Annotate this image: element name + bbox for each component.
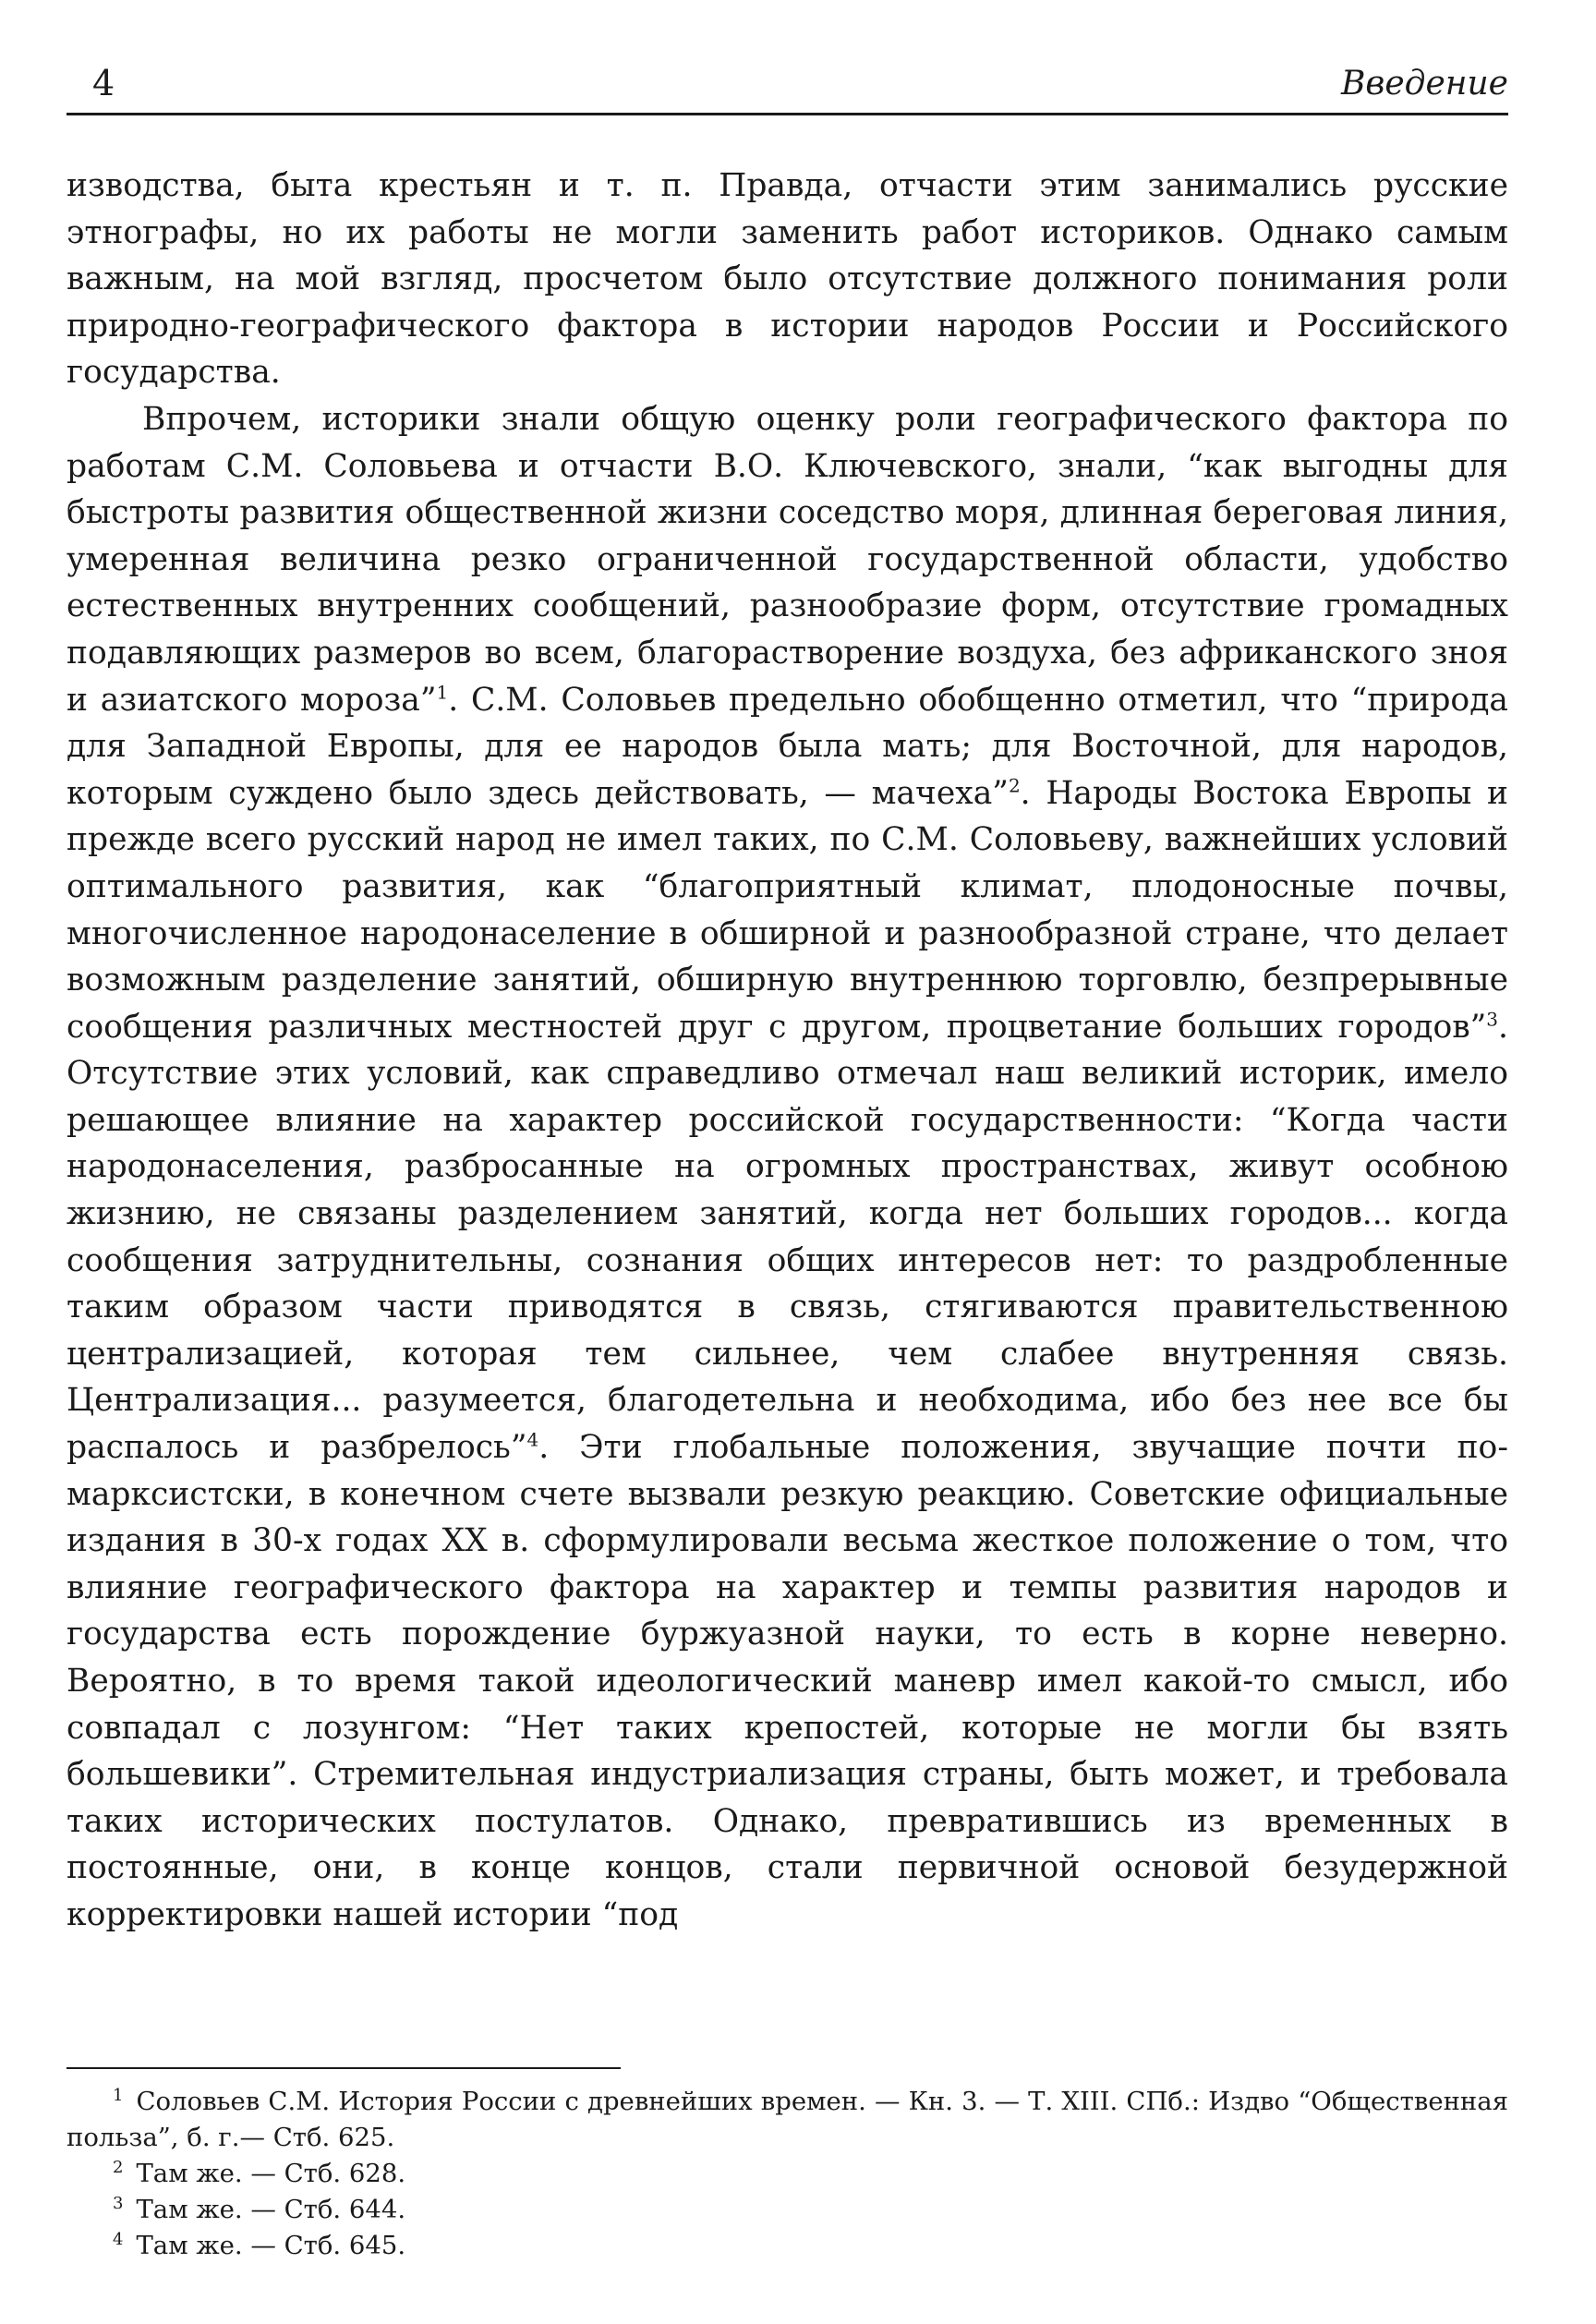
page-number: 4 bbox=[92, 63, 115, 103]
running-title: Введение bbox=[1340, 65, 1508, 103]
footnote-ref-3: 3 bbox=[1486, 1008, 1499, 1031]
body-text bbox=[66, 163, 1508, 1939]
footnote-ref-1: 1 bbox=[436, 681, 449, 704]
footnote-text: Соловьев С.М. История России с древнейших времен. — Кн. 3. — Т. XIII. СПб.: Издво “Общественная польза”, б. г.— Стб. 625. bbox=[66, 2087, 1508, 2152]
footnote-rule bbox=[66, 2067, 621, 2069]
footnote-ref-2: 2 bbox=[1008, 774, 1021, 797]
text-run: Впрочем, историки знали общую оценку роли географического фактора по работам С.М. Соловьева и отчасти В.О. Ключевского, знали, “как выгодны для быстроты развития общественной жизни соседство моря, длинная береговая линия, умеренная величина резко ограниченной государственной области, удобство естественных внутренних сообщений, разнообразие форм, отсутствие громадных подавляющих размеров во всем, благорастворение воздуха, без африканского зноя и азиатского мороза” bbox=[66, 400, 1508, 719]
footnote-mark: 3 bbox=[113, 2193, 124, 2213]
footnote-mark: 2 bbox=[113, 2157, 124, 2177]
footnote-mark: 4 bbox=[113, 2229, 124, 2249]
footnote-ref-4: 4 bbox=[526, 1428, 539, 1451]
footnote-1 bbox=[66, 2084, 1508, 2156]
footnote-mark: 1 bbox=[113, 2085, 124, 2105]
text-run: . Эти глобальные положения, звучащие почти по-марксистски, в конечном счете вызвали резкую реакцию. Советские официальные издания в 30-х годах XX в. сформулировали весьма жесткое положение о том, что влияние географического фактора на характер и темпы развития народов и государства есть порождение буржуазной науки, то есть в корне неверно. Вероятно, в то время такой идеологический маневр имел какой-то смысл, ибо совпадал с лозунгом: “Нет таких крепостей, которые не могли бы взять большевики”. Стремительная индустриализация страны, быть может, и требовала таких исторических постулатов. Однако, превратившись из временных в постоянные, они, в конце концов, стали первичной основой безудержной корректировки нашей истории “под bbox=[66, 1429, 1508, 1933]
footnote-3 bbox=[66, 2192, 1508, 2228]
text-run: . Народы Востока Европы и прежде всего русский народ не имел таких, по С.М. Соловьеву, важнейших условий оптимального развития, как “благоприятный климат, плодоносные почвы, многочисленное народонаселение в обширной и разнообразной стране, что делает возможным разделение занятий, обширную внутреннюю торговлю, безпрерывные сообщения различных местностей друг с другом, процветание больших городов” bbox=[66, 774, 1508, 1046]
header-rule bbox=[66, 113, 1508, 115]
page-header bbox=[66, 63, 1508, 113]
footnotes bbox=[66, 2084, 1508, 2264]
text-run: . Отсутствие этих условий, как справедливо отмечал наш великий историк, имело решающее влияние на характер российской государственности: “Когда части народонаселения, разбросанные на огромных пространствах, живут особною жизнию, не связаны разделением занятий, когда нет больших городов... когда сообщения затруднительны, сознания общих интересов нет: то раздробленные таким образом части приводятся в связь, стягиваются правительственною централизацией, которая тем сильнее, чем слабее внутренняя связь. Централизация... разумеется, благодетельна и необходима, ибо без нее все бы распалось и разбрелось” bbox=[66, 1008, 1508, 1467]
text-run: . С.М. Соловьев предельно обобщенно отметил, что “природа для Западной Европы, для ее народов была мать; для Восточной, для народов, которым суждено было здесь действовать, — мачеха” bbox=[66, 681, 1509, 812]
footnote-text: Там же. — Стб. 645. bbox=[136, 2231, 406, 2260]
footnote-4 bbox=[66, 2228, 1508, 2264]
paragraph-2 bbox=[66, 396, 1508, 1939]
footnote-text: Там же. — Стб. 644. bbox=[136, 2195, 406, 2224]
paragraph-1: изводства, быта крестьян и т. п. Правда, отчасти этим занимались русские этнографы, но их работы не могли заменить работ историков. Однако самым важным, на мой взгляд, просчетом было отсутствие должного понимания роли природно-географического фактора в истории народов России и Российского государства. bbox=[66, 167, 1508, 392]
footnote-2 bbox=[66, 2156, 1508, 2192]
footnote-text: Там же. — Стб. 628. bbox=[136, 2159, 406, 2188]
